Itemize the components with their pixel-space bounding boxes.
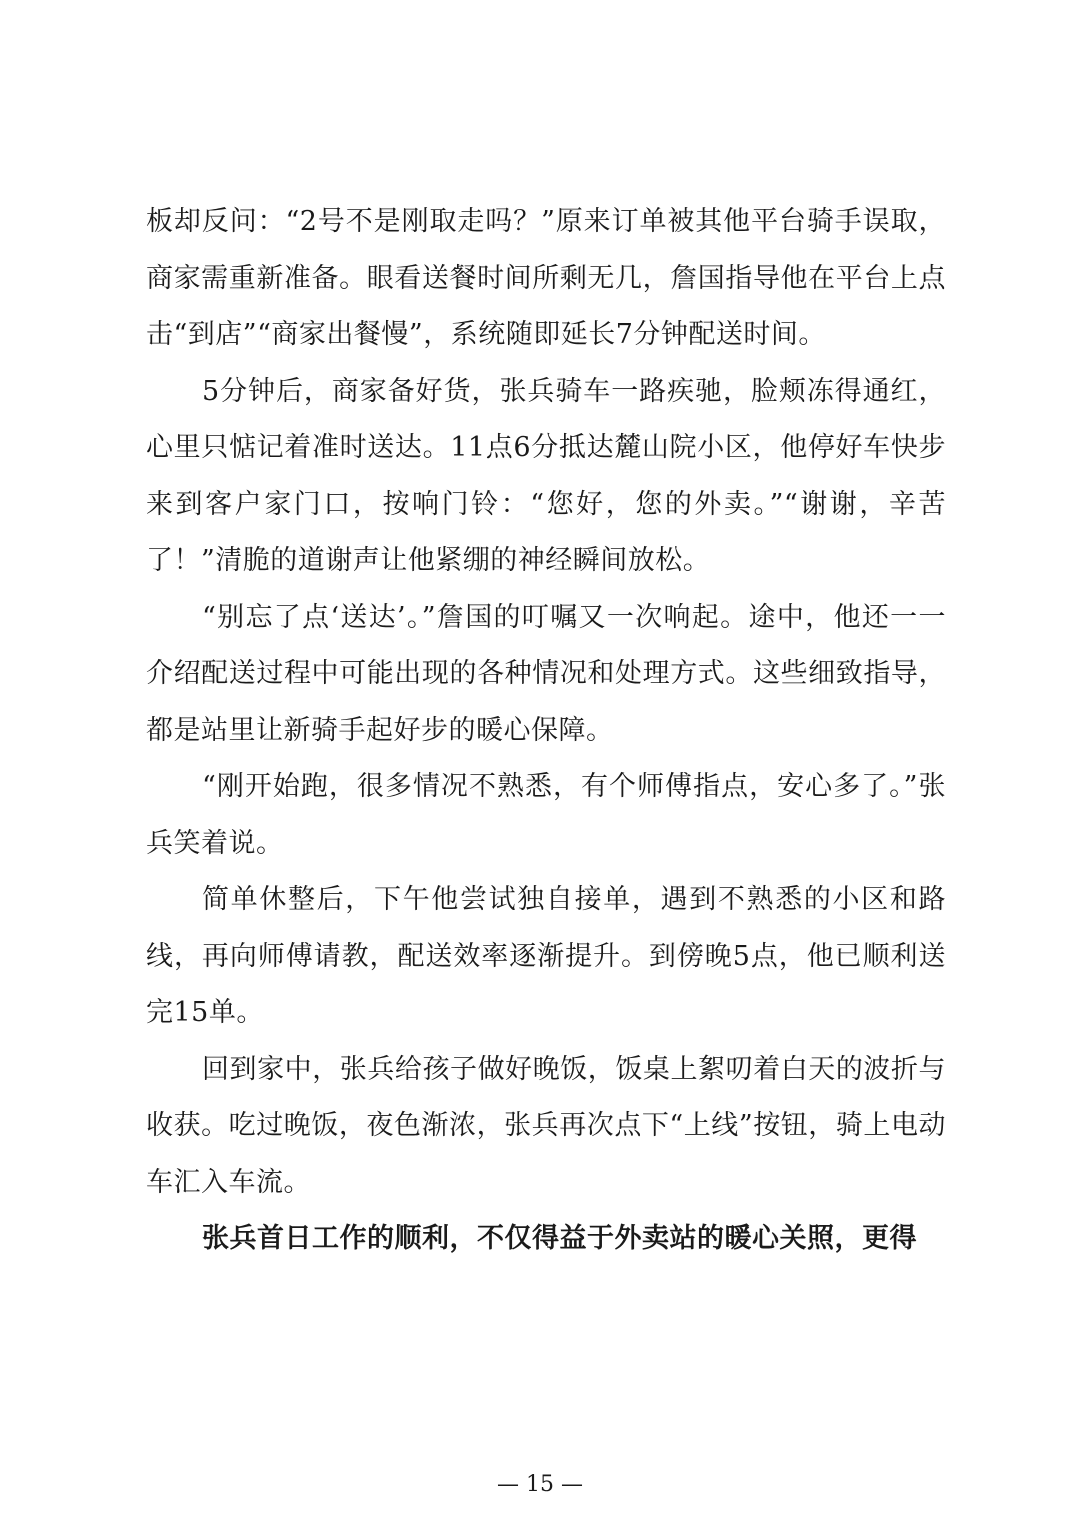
paragraph-7: 张兵首日工作的顺利，不仅得益于外卖站的暖心关照，更得: [202, 1223, 917, 1254]
paragraph-6: 回到家中，张兵给孩子做好晚饭，饭桌上絮叨着白天的波折与收获。吃过晚饭，夜色渐浓，张兵再次点下“上线”按钮，骑上电动车汇入车流。: [146, 1053, 946, 1198]
paragraph-1: 板却反问：“2号不是刚取走吗？”原来订单被其他平台骑手误取，商家需重新准备。眼看送餐时间所剩无几，詹国指导他在平台上点击“到店”“商家出餐慢”，系统随即延长7分钟配送时间。: [146, 206, 946, 350]
article-body: [146, 194, 946, 1268]
paragraph-2: 5分钟后，商家备好货，张兵骑车一路疾驰，脸颊冻得通红，心里只惦记着准时送达。11点6分抵达麓山院小区，他停好车快步来到客户家门口，按响门铃：“您好，您的外卖。”“谢谢，辛苦了！”清脆的道谢声让他紧绷的神经瞬间放松。: [146, 375, 946, 576]
paragraph-3: “别忘了点‘送达’。”詹国的叮嘱又一次响起。途中，他还一一介绍配送过程中可能出现的各种情况和处理方式。这些细致指导，都是站里让新骑手起好步的暖心保障。: [146, 601, 946, 746]
paragraph-4: “刚开始跑，很多情况不熟悉，有个师傅指点，安心多了。”张兵笑着说。: [146, 771, 946, 859]
paragraph-5: 简单休整后，下午他尝试独自接单，遇到不熟悉的小区和路线，再向师傅请教，配送效率逐渐提升。到傍晚5点，他已顺利送完15单。: [146, 884, 946, 1028]
page-number: — 15 —: [497, 1472, 583, 1497]
